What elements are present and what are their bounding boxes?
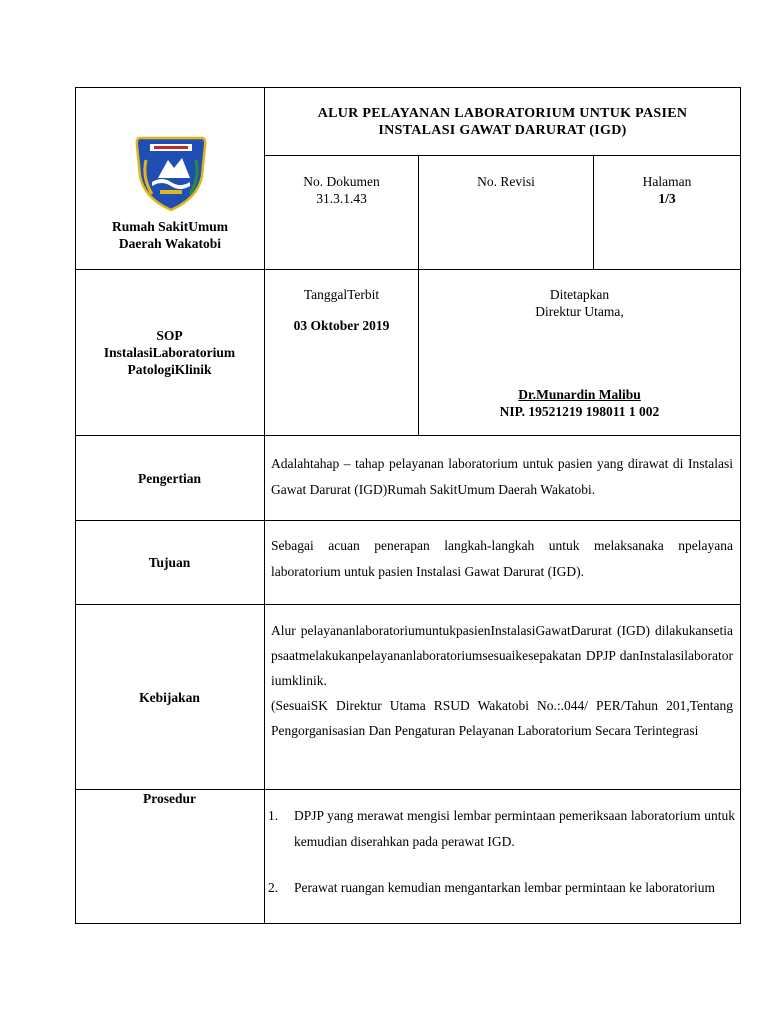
prosedur-item [265,803,735,855]
sop-label [75,327,264,378]
rule-header [75,269,741,270]
pengertian-label: Pengertian [138,471,201,486]
no-dokumen-value: 31.3.1.43 [316,191,367,206]
prosedur-item-number: 2. [268,880,279,895]
rule-pengertian [75,520,741,521]
regency-crest-logo [132,132,210,212]
halaman-cell [594,173,740,207]
tujuan-text: Sebagai acuan penerapan langkah-langkah untuk melaksanaka npelayana laboratorium untuk pasien Instalasi Gawat Darurat (IGD). [271,538,733,579]
signature-block [419,386,740,420]
document-title [265,105,740,139]
sop-label-line2: InstalasiLaboratorium [103,345,236,360]
ditetapkan-label: Ditetapkan [549,287,610,302]
no-revisi-cell [419,173,593,190]
direktur-label: Direktur Utama, [535,304,624,319]
border-bottom [75,923,741,924]
prosedur-item-text: DPJP yang merawat mengisi lembar permintaan pemeriksaan laboratorium untuk kemudian diserahkan pada perawat IGD. [294,808,735,849]
kebijakan-body [271,618,733,743]
ditetapkan-cell [419,286,740,320]
halaman-label: Halaman [642,174,692,189]
no-revisi-label: No. Revisi [477,174,535,189]
prosedur-item-text: Perawat ruangan kemudian mengantarkan lembar permintaan ke laboratorium [294,880,715,895]
pengertian-text: Adalahtahap – tahap pelayanan laboratorium untuk pasien yang dirawat di Instalasi Gawat Darurat (IGD)Rumah SakitUmum Daerah Wakatobi. [271,456,733,497]
tanggal-terbit-value: 03 Oktober 2019 [293,318,390,333]
sop-label-line3: PatologiKlinik [127,362,212,377]
title-line1: ALUR PELAYANAN LABORATORIUM UNTUK PASIEN [317,106,688,121]
prosedur-list [265,803,735,901]
hospital-name [85,218,255,252]
prosedur-item [265,875,735,901]
sop-label-line1: SOP [156,328,183,343]
hospital-name-text: Rumah SakitUmum Daerah Wakatobi [112,219,228,251]
border-top [75,87,741,88]
title-line2: INSTALASI GAWAT DARURAT (IGD) [378,123,627,138]
border-right [740,87,741,924]
no-dokumen-cell [265,173,418,207]
rule-sop [75,435,741,436]
column-divider [264,87,265,924]
signer-nip: NIP. 19521219 198011 1 002 [499,404,660,419]
tujuan-label: Tujuan [148,555,191,570]
tanggal-terbit-label: TanggalTerbit [303,287,380,302]
kebijakan-text-1: Alur pelayananlaboratoriumuntukpasienInstalasiGawatDarurat (IGD) dilakukansetiapsaatmelakukanpelayananlaboratoriumsesuaikesepakatan DPJP danInstalasilaboratoriumklinik. [271,623,733,688]
sop-document [75,87,741,924]
no-dokumen-label: No. Dokumen [303,174,380,189]
tanggal-terbit-cell [265,286,418,334]
prosedur-label: Prosedur [143,791,196,806]
rule-tujuan [75,604,741,605]
kebijakan-label: Kebijakan [139,690,200,705]
kebijakan-text-2: (SesuaiSK Direktur Utama RSUD Wakatobi No.:.044/ PER/Tahun 201,Tentang Pengorganisasian Dan Pengaturan Pelayanan Laboratorium Secara Terintegrasi [271,698,733,738]
prosedur-item-number: 1. [268,808,279,823]
halaman-value: 1/3 [658,191,676,206]
rule-title [264,155,741,156]
signer-name: Dr.Munardin Malibu [518,387,641,402]
